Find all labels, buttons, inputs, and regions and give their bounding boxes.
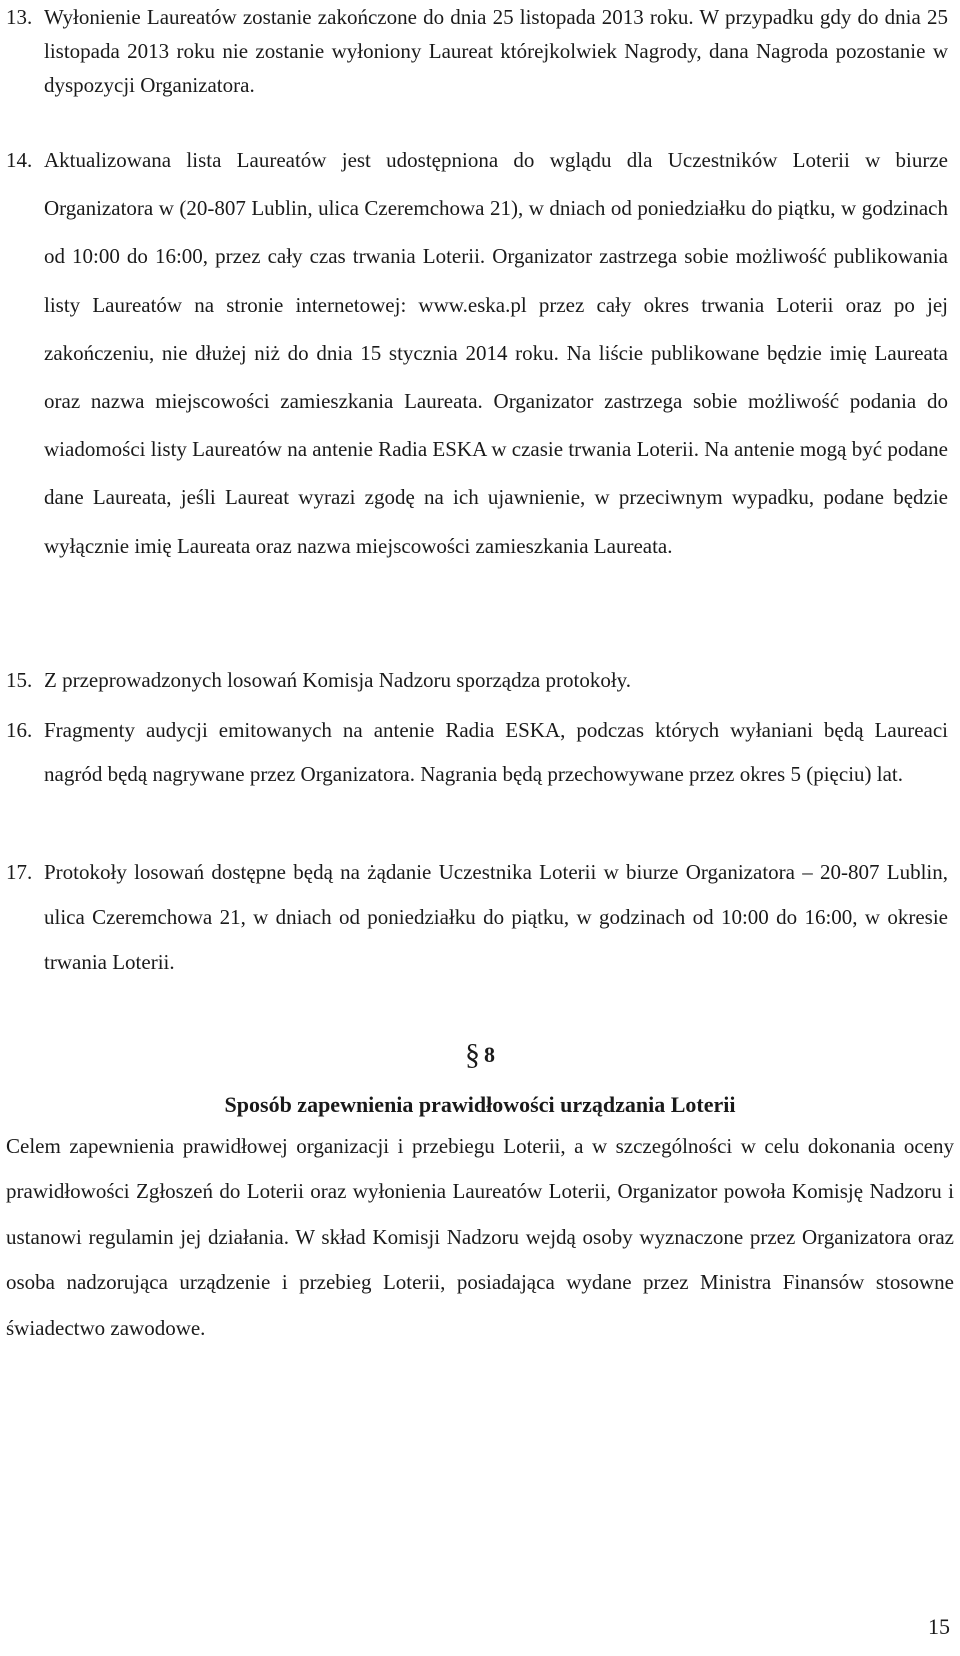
item-text: Wyłonienie Laureatów zostanie zakończone do dnia 25 listopada 2013 roku. W przypadku gdy do dnia 25 listopada 2013 roku nie zostanie wyłoniony Laureat którejkolwiek Nagrody, dana Nagroda pozostanie w dyspozycji Organizatora. [44, 5, 948, 97]
section-title: Sposób zapewnienia prawidłowości urządzania Loterii [224, 1092, 736, 1117]
list-item [6, 0, 954, 102]
item-number: 17. [6, 860, 33, 884]
item-text: Aktualizowana lista Laureatów jest udostępniona do wglądu dla Uczestników Loterii w biurze Organizatora w (20-807 Lublin, ulica Czeremchowa 21), w dniach od poniedziałku do piątku, w godzinach od 10:00 do 16:00, przez cały czas trwania Loterii. Organizator zastrzega sobie możliwość publikowania listy Laureatów na stronie internetowej: www.eska.pl przez cały okres trwania Loterii oraz po jej zakończeniu, nie dłużej niż do dnia 15 stycznia 2014 roku. Na liście publikowane będzie imię Laureata oraz nazwa miejscowości zamieszkania Laureata. Organizator zastrzega sobie możliwość podania do wiadomości listy Laureatów na antenie Radia ESKA w czasie trwania Loterii. Na antenie mogą być podane dane Laureata, jeśli Laureat wyrazi zgodę na ich ujawnienie, w przeciwnym wypadku, podane będzie wyłącznie imię Laureata oraz nazwa miejscowości zamieszkania Laureata. [44, 148, 948, 558]
item-text: Fragmenty audycji emitowanych na antenie Radia ESKA, podczas których wyłaniani będą Laureaci nagród będą nagrywane przez Organizatora. Nagrania będą przechowywane przez okres 5 (pięciu) lat. [44, 718, 948, 786]
list-item [6, 663, 954, 697]
list-item [6, 136, 954, 570]
page-number: 15 [928, 1614, 950, 1639]
item-number: 13. [6, 5, 33, 29]
list-item [6, 850, 954, 985]
section-body-paragraph: Celem zapewnienia prawidłowej organizacji i przebiegu Loterii, a w szczególności w celu dokonania oceny prawidłowości Zgłoszeń do Loterii oraz wyłonienia Laureatów Loterii, Organizator powoła Komisję Nadzoru i ustanowi regulamin jej działania. W skład Komisji Nadzoru wejdą osoby wyznaczone przez Organizatora oraz osoba nadzorująca urządzenie i przebieg Loterii, posiadająca wydane przez Ministra Finansów stosowne świadectwo zawodowe. [6, 1134, 954, 1340]
item-number: 15. [6, 668, 33, 692]
item-text: Z przeprowadzonych losowań Komisja Nadzoru sporządza protokoły. [44, 668, 632, 692]
item-number: 14. [6, 148, 33, 172]
item-number: 16. [6, 718, 33, 742]
item-text: Protokoły losowań dostępne będą na żądanie Uczestnika Loterii w biurze Organizatora – 20-807 Lublin, ulica Czeremchowa 21, w dniach od poniedziałku do piątku, w godzinach od 10:00 do 16:00, w okresie trwania Loterii. [44, 860, 948, 974]
section-heading [0, 1040, 960, 1070]
list-item [6, 708, 954, 796]
section-number: 8 [484, 1042, 495, 1067]
section-sign-symbol: § [465, 1038, 480, 1071]
